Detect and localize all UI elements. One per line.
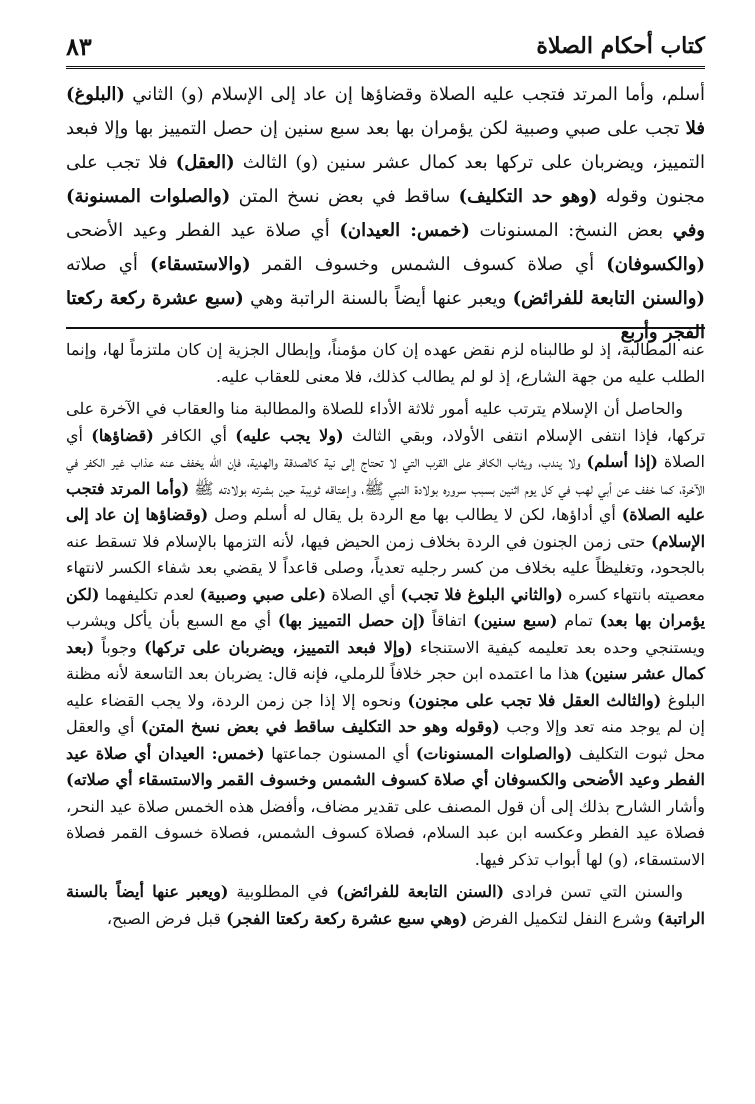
sharh-bold: (وأما المرتد فتجب عليه الصلاة): [66, 478, 706, 524]
sharh-bold: (والصلوات المسنونات): [415, 743, 573, 763]
sharh-text: أي الصلاة: [66, 425, 705, 471]
main-text: [66, 78, 705, 350]
matn-bold: (والصلوات المسنونة) وفي: [66, 186, 705, 241]
sharh-text: أي مع السبع بأن يأكل ويشرب ويستنجي وحده بعد تعليمه كيفية الاستنجاء: [66, 611, 706, 657]
matn-text: أي صلاة عيد الفطر وعيد الأضحى: [66, 220, 340, 241]
sharh-text: ولا يندب، ويثاب الكافر على القرب التي لا تحتاج إلى نية كالصدقة والهدية، فإن الله يخفف عنه عذاب غير الكفر في الآخرة، كما خفف عن أبي لهب في كل يوم اثنين بسبب سروره بولادة النبي ﷺ، وإعتاقه ثويبة حين بشرته بولادته ﷺ: [66, 452, 706, 498]
sharh-text: والسنن التي تسن فرادى: [504, 882, 683, 901]
sharh-text: أي الكافر: [153, 425, 236, 445]
matn-text: أسلم، وأما المرتد فتجب عليه الصلاة وقضاؤها إن عاد إلى الإسلام (و) الثاني: [124, 84, 705, 105]
header-divider: [66, 66, 705, 69]
page-header: [66, 28, 705, 64]
sharh-text: وشرع النفل لتكميل الفرض: [467, 908, 657, 928]
sharh-text: والحاصل أن الإسلام يترتب عليه أمور ثلاثة الأداء للصلاة والمطالبة منا والعقاب في الآخرة على تركها، فإذا انتفى الإسلام انتفى الأولاد، وبقي الثالث: [66, 399, 706, 445]
running-title: كتاب أحكام الصلاة: [536, 33, 705, 59]
commentary-text: [66, 337, 705, 938]
sharh-text: في المطلوبية: [228, 882, 337, 901]
sharh-text: قبل فرض الصبح،: [106, 908, 227, 928]
sharh-text: حتى زمن الجنون في الردة بخلاف زمن الحيض فيها، لأنه التزمها بالإسلام فلا تسقط عنه بالجحود، وتغليظاً عليه بخلاف من كسر رجليه تعدياً، وصلى قاعداً لا يقضي بعد شفاء الكسر لانتهاء معصيته بانتهاء كسره: [66, 531, 705, 604]
matn-text: ويعبر عنها أيضاً بالسنة الراتبة وهي: [243, 288, 513, 309]
sharh-text: وأشار الشارح بذلك إلى أن قول المصنف على تقدير مضاف، وأفضل هذه الخمس صلاة عيد النحر، فصلاة عيد الفطر وعكسه ابن عبد السلام، فصلاة كسوف الشمس، فصلاة خسوف القمر فصلاة الاستسقاء، (و) لها أبواب تذكر فيها.: [66, 796, 706, 869]
sharh-text: وجوباً: [94, 637, 145, 657]
matn-bold: (والاستسقاء): [150, 254, 251, 275]
sharh-bold: (إذا أسلم): [586, 452, 658, 471]
sharh-bold: (ولا يجب عليه): [235, 425, 344, 445]
sharh-bold: (وقوله وهو حد التكليف ساقط في بعض نسخ المتن): [140, 717, 500, 736]
sharh-bold: (لكن يؤمران بها بعد): [66, 584, 706, 630]
sharh-text: ونحوه إلا إذا جن زمن الردة، ولا يجب القضاء عليه إن لم يوجد منه تعد وإلا وجب: [66, 690, 705, 736]
matn-bold: (خمس: العيدان): [339, 220, 470, 241]
sharh-bold: (السنن التابعة للفرائض): [336, 882, 505, 901]
sharh-bold: (قضاؤها): [91, 425, 154, 445]
sharh-bold: (وهي سبع عشرة ركعة ركعتا الفجر): [226, 908, 468, 928]
sharh-bold: (على صبي وصبية): [199, 584, 327, 604]
matn-text: ساقط في بعض نسخ المتن: [230, 186, 459, 207]
sharh-text: أي والعقل محل ثبوت التكليف: [66, 717, 706, 763]
sharh-text: أي أداؤها، لكن لا يطالب بها مع الردة بل يقال له أسلم وصل: [208, 505, 622, 524]
page-number: ٨٣: [66, 31, 92, 61]
sharh-bold: (وقضاؤها إن عاد إلى الإسلام): [66, 505, 706, 551]
commentary-paragraph-1: عنه المطالبة، إذ لو طالبناه لزم نقض عهده إن كان مؤمناً، وإبطال الجزية إن كان ملتزماً لها، وإنما الطلب عليه من جهة الشارع، إذ لو لم يطالب كذلك، فلا معنى للعقاب عليه.: [66, 340, 705, 386]
sharh-text: اتفاقاً: [425, 611, 474, 630]
commentary-paragraph-3: [66, 879, 705, 932]
matn-bold: (وهو حد التكليف): [458, 186, 598, 207]
sharh-bold: (ويعبر عنها أيضاً بالسنة الراتبة): [66, 882, 705, 928]
sharh-bold: (سبع سنين): [473, 611, 558, 630]
matn-bold: (سبع عشرة ركعة ركعتا الفجر وأربع: [66, 288, 705, 343]
matn-text: فلا تجب على مجنون وقوله: [66, 152, 705, 207]
sharh-text: أي الصلاة: [326, 584, 401, 604]
matn-bold: (والسنن التابعة للفرائض): [512, 288, 705, 309]
matn-bold: (العقل): [175, 152, 235, 173]
sharh-bold: (بعد كمال عشر سنين): [66, 637, 706, 683]
sharh-text: هذا ما اعتمده ابن حجر خلافاً للرملي، فإنه قال: يضربان بعد التاسعة لأنه مظنة البلوغ: [66, 664, 706, 710]
sharh-bold: (خمس: العيدان أي صلاة عيد الفطر وعيد الأضحى والكسوفان أي صلاة كسوف الشمس وخسوف القمر والاستسقاء أي صلاته): [66, 743, 705, 789]
commentary-paragraph-2: [66, 396, 705, 873]
matn-bold: (والكسوفان): [606, 254, 706, 275]
commentary-divider: [66, 327, 705, 329]
sharh-bold: (والثاني البلوغ فلا تجب): [400, 584, 563, 604]
sharh-bold: (إن حصل التمييز بها): [277, 611, 426, 630]
matn-text: بعض النسخ: المسنونات: [469, 220, 673, 241]
matn-text: تجب على صبي وصبية لكن يؤمران بها بعد سبع سنين إن حصل التمييز بها وإلا فبعد التمييز، ويضربان على تركها بعد كمال عشر سنين (و) الثالث: [66, 118, 705, 173]
sharh-bold: (والثالث العقل فلا تجب على مجنون): [407, 690, 662, 710]
matn-text: أي صلاة كسوف الشمس وخسوف القمر: [250, 254, 607, 275]
sharh-bold: (وإلا فبعد التمييز، ويضربان على تركها): [144, 637, 413, 657]
matn-bold: (البلوغ) فلا: [66, 84, 705, 139]
matn-text: أي صلاته: [66, 254, 150, 275]
sharh-text: تمام: [557, 611, 600, 630]
sharh-text: لعدم تكليفهما: [99, 584, 200, 604]
sharh-text: أي المسنون جماعتها: [264, 743, 416, 763]
